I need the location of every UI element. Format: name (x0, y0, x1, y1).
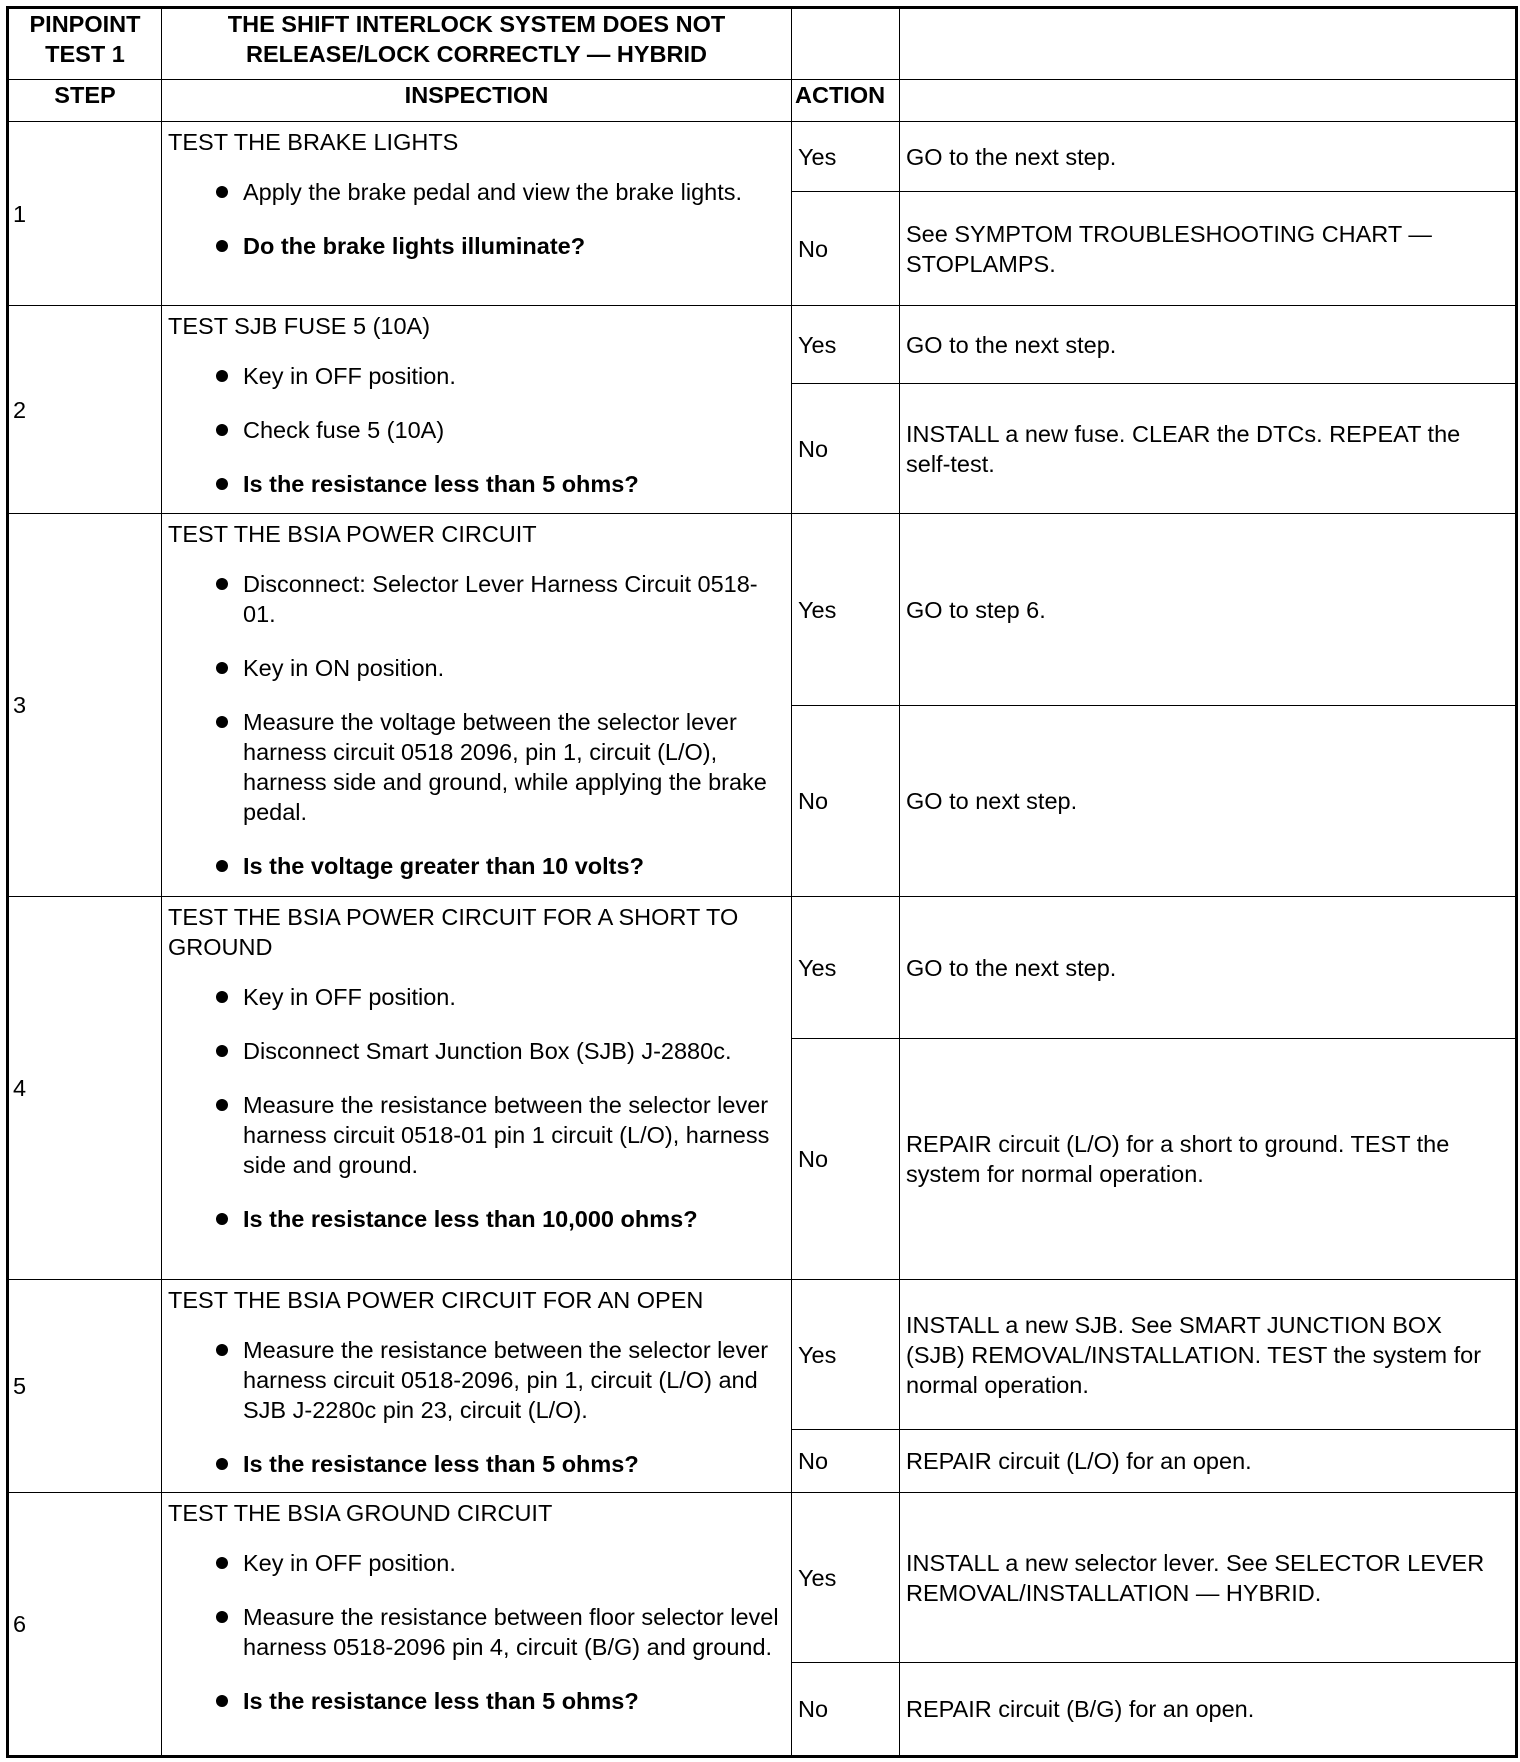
yes-label: Yes (792, 122, 900, 192)
yes-action: GO to the next step. (900, 306, 1517, 384)
no-action: GO to next step. (900, 706, 1517, 897)
step-number: 5 (8, 1280, 162, 1493)
inspection-item: Measure the resistance between floor selector level harness 0518-2096 pin 4, circuit (B/G) and ground. (168, 1602, 787, 1662)
inspection-question: Is the resistance less than 5 ohms? (168, 1686, 787, 1716)
step-title: TEST THE BSIA POWER CIRCUIT (168, 521, 537, 547)
no-action: REPAIR circuit (L/O) for an open. (900, 1430, 1517, 1493)
step-title: TEST THE BSIA GROUND CIRCUIT (168, 1500, 553, 1526)
step-row-2 (8, 306, 1517, 384)
step-column-header: STEP (8, 80, 162, 122)
yes-label: Yes (792, 514, 900, 706)
inspection-item: Key in OFF position. (168, 361, 787, 391)
step-title: TEST THE BRAKE LIGHTS (168, 129, 459, 155)
yes-label: Yes (792, 897, 900, 1039)
action-column-header: ACTION (792, 80, 900, 122)
blank-cell (900, 80, 1517, 122)
no-action: REPAIR circuit (B/G) for an open. (900, 1663, 1517, 1757)
inspection-question: Is the resistance less than 5 ohms? (168, 1449, 787, 1479)
inspection-cell (162, 122, 792, 306)
step-number: 1 (8, 122, 162, 306)
test-title: THE SHIFT INTERLOCK SYSTEM DOES NOT RELEASE/LOCK CORRECTLY — HYBRID (162, 8, 792, 80)
inspection-cell (162, 514, 792, 897)
no-label: No (792, 1663, 900, 1757)
no-label: No (792, 1039, 900, 1280)
no-label: No (792, 1430, 900, 1493)
yes-action: GO to step 6. (900, 514, 1517, 706)
inspection-item: Key in OFF position. (168, 982, 787, 1012)
inspection-column-header: INSPECTION (162, 80, 792, 122)
step-title: TEST SJB FUSE 5 (10A) (168, 313, 431, 339)
no-label: No (792, 192, 900, 306)
inspection-question: Do the brake lights illuminate? (168, 231, 787, 261)
yes-action: INSTALL a new SJB. See SMART JUNCTION BOX (SJB) REMOVAL/INSTALLATION. TEST the system for normal operation. (900, 1280, 1517, 1430)
yes-action: GO to the next step. (900, 122, 1517, 192)
step-row-3 (8, 514, 1517, 706)
step-row-4 (8, 897, 1517, 1039)
yes-action: GO to the next step. (900, 897, 1517, 1039)
step-row-1 (8, 122, 1517, 192)
inspection-cell (162, 897, 792, 1280)
step-title: TEST THE BSIA POWER CIRCUIT FOR AN OPEN (168, 1287, 704, 1313)
step-number: 4 (8, 897, 162, 1280)
title-row (8, 8, 1517, 80)
step-row-5 (8, 1280, 1517, 1430)
inspection-cell (162, 1280, 792, 1493)
yes-label: Yes (792, 1280, 900, 1430)
step-row-6 (8, 1493, 1517, 1663)
inspection-cell (162, 306, 792, 514)
step-number: 6 (8, 1493, 162, 1757)
yes-label: Yes (792, 306, 900, 384)
inspection-cell (162, 1493, 792, 1757)
yes-label: Yes (792, 1493, 900, 1663)
inspection-item: Key in OFF position. (168, 1548, 787, 1578)
inspection-item: Disconnect Smart Junction Box (SJB) J-2880c. (168, 1036, 787, 1066)
inspection-item: Check fuse 5 (10A) (168, 415, 787, 445)
inspection-question: Is the voltage greater than 10 volts? (168, 851, 787, 881)
inspection-item: Key in ON position. (168, 653, 787, 683)
yes-action: INSTALL a new selector lever. See SELECTOR LEVER REMOVAL/INSTALLATION — HYBRID. (900, 1493, 1517, 1663)
step-number: 3 (8, 514, 162, 897)
no-label: No (792, 384, 900, 514)
step-number: 2 (8, 306, 162, 514)
blank-cell (792, 8, 900, 80)
no-action: INSTALL a new fuse. CLEAR the DTCs. REPEAT the self-test. (900, 384, 1517, 514)
no-label: No (792, 706, 900, 897)
inspection-item: Apply the brake pedal and view the brake lights. (168, 177, 787, 207)
inspection-item: Disconnect: Selector Lever Harness Circuit 0518-01. (168, 569, 787, 629)
blank-cell (900, 8, 1517, 80)
inspection-question: Is the resistance less than 10,000 ohms? (168, 1204, 787, 1234)
no-action: REPAIR circuit (L/O) for a short to ground. TEST the system for normal operation. (900, 1039, 1517, 1280)
step-title: TEST THE BSIA POWER CIRCUIT FOR A SHORT TO GROUND (168, 904, 739, 960)
pinpoint-label: PINPOINT TEST 1 (8, 8, 162, 80)
inspection-question: Is the resistance less than 5 ohms? (168, 469, 787, 499)
inspection-item: Measure the resistance between the selector lever harness circuit 0518-01 pin 1 circuit (L/O), harness side and ground. (168, 1090, 787, 1180)
inspection-item: Measure the resistance between the selector lever harness circuit 0518-2096, pin 1, circuit (L/O) and SJB J-2280c pin 23, circuit (L/O). (168, 1335, 787, 1425)
column-header-row (8, 80, 1517, 122)
inspection-item: Measure the voltage between the selector lever harness circuit 0518 2096, pin 1, circuit (L/O), harness side and ground, while applying the brake pedal. (168, 707, 787, 827)
no-action: See SYMPTOM TROUBLESHOOTING CHART — STOPLAMPS. (900, 192, 1517, 306)
pinpoint-test-table (6, 6, 1518, 1758)
